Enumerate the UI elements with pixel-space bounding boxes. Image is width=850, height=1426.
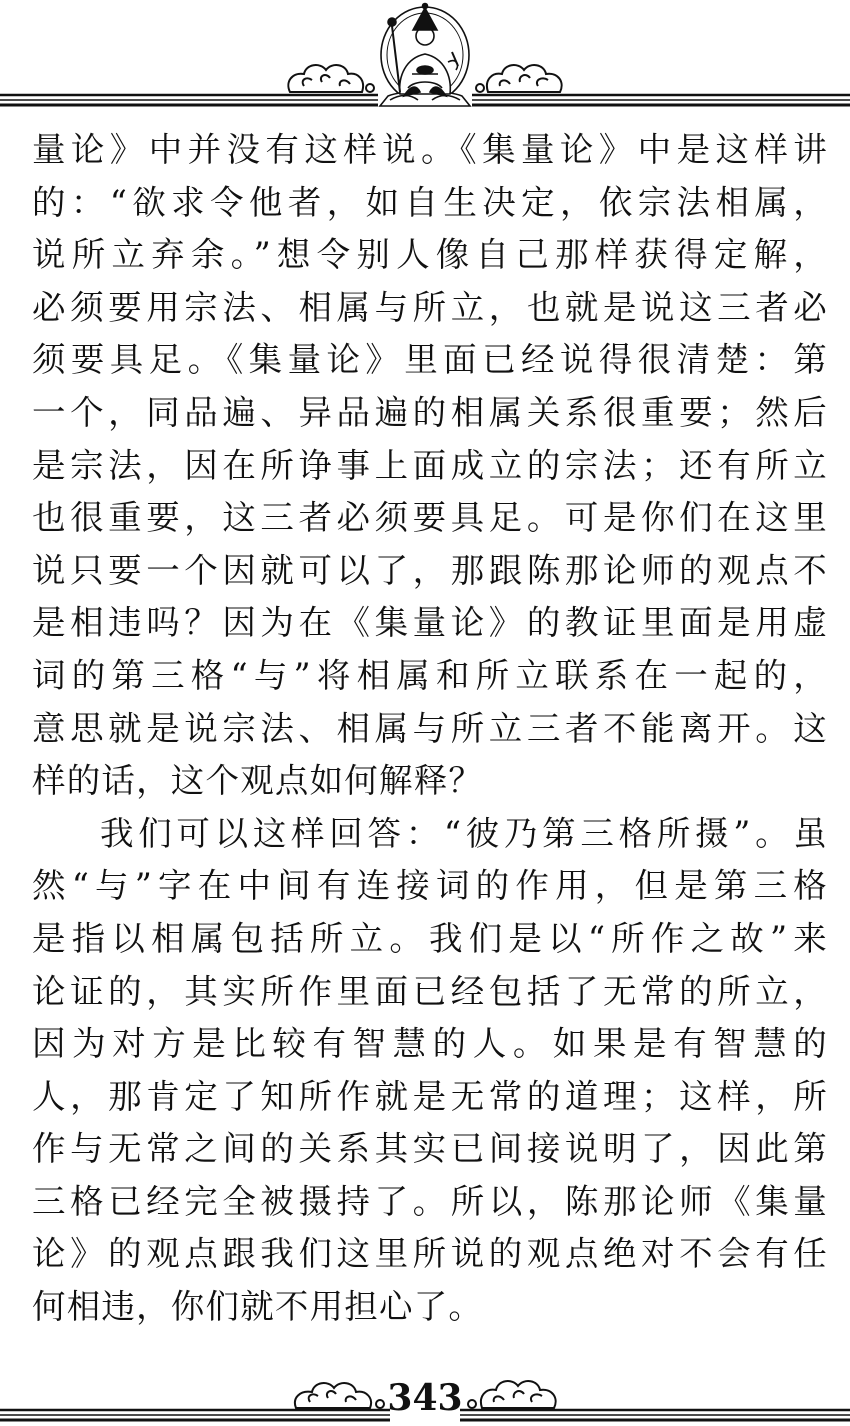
text-line-paragraph-start: 我们可以这样回答：“彼乃第三格所摄”。虽 (100, 813, 828, 853)
text-line: 量论》中并没有这样说。《集量论》中是这样讲 (32, 130, 828, 169)
page-header-ornament (0, 0, 850, 115)
cloud-scroll-icon (288, 65, 374, 92)
text-line: 然“与”字在中间有连接词的作用，但是第三格 (32, 866, 828, 906)
text-line: 论》的观点跟我们这里所说的观点绝对不会有任 (32, 1234, 828, 1274)
body-text (32, 124, 828, 1334)
text-line: 也很重要，这三者必须要具足。可是你们在这里 (32, 498, 828, 538)
text-line: 何相违，你们就不用担心了。 (32, 1287, 484, 1327)
text-line: 人，那肯定了知所作就是无常的道理；这样，所 (32, 1076, 828, 1116)
text-line: 一个，同品遍、异品遍的相属关系很重要；然后 (32, 392, 828, 432)
text-line: 说只要一个因就可以了，那跟陈那论师的观点不 (32, 550, 828, 590)
header-ornament-graphic (0, 0, 850, 115)
guru-figure-icon (380, 4, 470, 107)
text-line: 须要具足。《集量论》里面已经说得很清楚：第 (32, 340, 828, 380)
text-line: 是相违吗？因为在《集量论》的教证里面是用虚 (32, 603, 828, 643)
header-rule-left (0, 95, 378, 105)
page-number: 343 (387, 1377, 463, 1419)
text-line: 说所立弃余。”想令别人像自己那样获得定解， (32, 235, 828, 275)
text-line: 因为对方是比较有智慧的人。如果是有智慧的 (32, 1024, 828, 1064)
text-line: 意思就是说宗法、相属与所立三者不能离开。这 (32, 708, 828, 748)
text-line: 是宗法，因在所诤事上面成立的宗法；还有所立 (32, 445, 828, 485)
text-line: 样的话，这个观点如何解释？ (32, 761, 484, 801)
cloud-scroll-icon (476, 65, 562, 92)
text-line: 必须要用宗法、相属与所立，也就是说这三者必 (32, 287, 828, 327)
text-line: 的：“欲求令他者，如自生决定，依宗法相属， (32, 182, 828, 222)
text-line: 三格已经完全被摄持了。所以，陈那论师《集量 (32, 1181, 828, 1221)
header-rule-right (472, 95, 850, 105)
text-line: 是指以相属包括所立。我们是以“所作之故”来 (32, 918, 828, 958)
text-line: 作与无常之间的关系其实已间接说明了，因此第 (32, 1129, 828, 1169)
text-line: 论证的，其实所作里面已经包括了无常的所立， (32, 971, 828, 1011)
text-line: 词的第三格“与”将相属和所立联系在一起的， (32, 655, 828, 695)
